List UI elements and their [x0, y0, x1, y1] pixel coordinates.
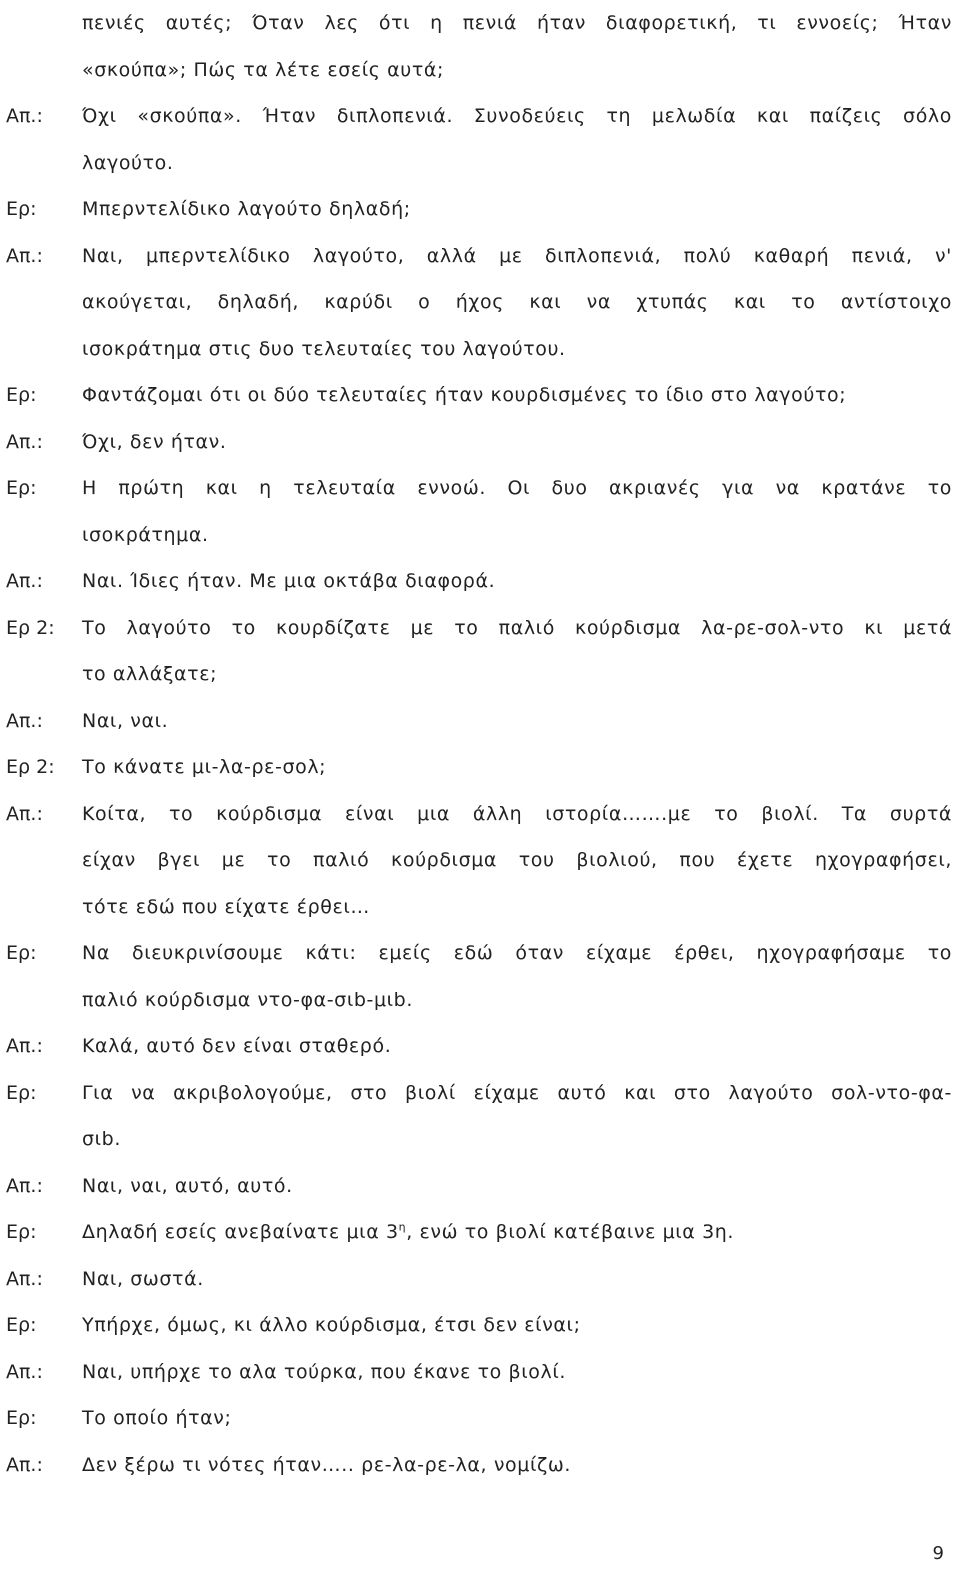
transcript-row [0, 1452, 960, 1498]
speaker-label: Απ.: [6, 430, 43, 453]
speaker-label: Απ.: [6, 1035, 43, 1057]
utterance-line: ακούγεται, δηλαδή, καρύδι ο ήχος και να χτυπάς και το αντίστοιχο [82, 291, 952, 313]
speaker-label: Ερ: [6, 1081, 37, 1104]
transcript-row [0, 475, 960, 521]
speaker-label: Απ.: [6, 709, 43, 732]
utterance-line: Να διευκρινίσουμε κάτι: εμείς εδώ όταν είχαμε έρθει, ηχογραφήσαμε το [82, 942, 952, 964]
utterance-line: Το κάνατε μι-λα-ρε-σολ; [82, 756, 327, 778]
utterance-line: Ναι, ναι, αυτό, αυτό. [82, 1174, 293, 1197]
transcript-row [0, 289, 960, 335]
utterance-line: Μπερντελίδικο λαγούτο δηλαδή; [82, 198, 411, 220]
speaker-label: Ερ 2: [6, 756, 55, 778]
speaker-label: Απ.: [6, 1174, 43, 1197]
utterance-line: πενιές αυτές; Όταν λες ότι η πενιά ήταν διαφορετική, τι εννοείς; Ήταν [82, 12, 952, 34]
transcript-row [0, 754, 960, 800]
transcript-row [0, 1405, 960, 1451]
transcript-row [0, 940, 960, 986]
utterance-line: ισοκράτημα. [82, 523, 209, 546]
page-number: 9 [932, 1543, 944, 1564]
speaker-label: Απ.: [6, 1360, 43, 1383]
speaker-label: Απ.: [6, 1453, 43, 1476]
transcript-row [0, 708, 960, 754]
transcript-row [0, 894, 960, 940]
speaker-label: Ερ: [6, 384, 37, 406]
transcript-row [0, 522, 960, 568]
transcript-row [0, 57, 960, 103]
utterance-line: Καλά, αυτό δεν είναι σταθερό. [82, 1035, 392, 1057]
transcript-row [0, 661, 960, 707]
transcript-row [0, 987, 960, 1033]
transcript-row [0, 243, 960, 289]
speaker-label: Απ.: [6, 1267, 43, 1290]
transcript-row [0, 429, 960, 475]
utterance-line: Η πρώτη και η τελευταία εννοώ. Οι δυο ακριανές για να κρατάνε το [82, 477, 952, 499]
transcript-row [0, 1312, 960, 1358]
utterance-line: Ναι, υπήρχε το αλα τούρκα, που έκανε το βιολί. [82, 1360, 567, 1383]
transcript-row [0, 103, 960, 149]
transcript-row [0, 1173, 960, 1219]
speaker-label: Ερ: [6, 1407, 37, 1429]
utterance-line: «σκούπα»; Πώς τα λέτε εσείς αυτά; [82, 58, 445, 81]
utterance-line: παλιό κούρδισμα ντο-φα-σιb-μιb. [82, 988, 413, 1011]
utterance-line: τότε εδώ που είχατε έρθει… [82, 895, 370, 918]
speaker-label: Απ.: [6, 244, 43, 267]
speaker-label: Ερ: [6, 1314, 37, 1336]
transcript-row [0, 336, 960, 382]
utterance-line: Όχι «σκούπα». Ήταν διπλοπενιά. Συνοδεύεις τη μελωδία και παίζεις σόλο [82, 105, 952, 127]
transcript-row [0, 196, 960, 242]
utterance-line: Ναι, μπερντελίδικο λαγούτο, αλλά με διπλοπενιά, πολύ καθαρή πενιά, ν' [82, 244, 952, 267]
utterance-line: είχαν βγει με το παλιό κούρδισμα του βιολιού, που έχετε ηχογραφήσει, [82, 849, 952, 871]
utterance-line: Φαντάζομαι ότι οι δύο τελευταίες ήταν κουρδισμένες το ίδιο στο λαγούτο; [82, 384, 847, 406]
utterance-line: Ναι, ναι. [82, 709, 169, 732]
transcript-row [0, 1219, 960, 1265]
utterance-line: Το οποίο ήταν; [82, 1407, 232, 1429]
transcript-row [0, 1080, 960, 1126]
speaker-label: Ερ: [6, 477, 37, 499]
transcript-row [0, 382, 960, 428]
speaker-label: Απ.: [6, 105, 43, 127]
utterance-text: , ενώ το βιολί κατέβαινε μια 3η. [406, 1221, 735, 1243]
transcript-row [0, 847, 960, 893]
transcript-row [0, 1126, 960, 1172]
utterance-line: Το λαγούτο το κουρδίζατε με το παλιό κούρδισμα λα-ρε-σολ-ντο κι μετά [82, 616, 952, 639]
utterance-line: Όχι, δεν ήταν. [82, 430, 227, 453]
transcript-row [0, 568, 960, 614]
utterance-line: Ναι. Ίδιες ήταν. Με μια οκτάβα διαφορά. [82, 570, 496, 592]
utterance-line: ισοκράτημα στις δυο τελευταίες του λαγούτου. [82, 337, 566, 360]
speaker-label: Ερ 2: [6, 616, 55, 639]
utterance-line: Για να ακριβολογούμε, στο βιολί είχαμε αυτό και στο λαγούτο σολ-ντο-φα- [82, 1081, 952, 1104]
utterance-line: Δεν ξέρω τι νότες ήταν….. ρε-λα-ρε-λα, νομίζω. [82, 1453, 572, 1476]
speaker-label: Απ.: [6, 570, 43, 592]
transcript-row [0, 801, 960, 847]
transcript-row [0, 1359, 960, 1405]
speaker-label: Ερ: [6, 942, 37, 964]
transcript-row [0, 615, 960, 661]
speaker-label: Ερ: [6, 1221, 37, 1243]
speaker-label: Απ.: [6, 802, 43, 825]
utterance-line: λαγούτο. [82, 151, 174, 174]
utterance-text: Δηλαδή εσείς ανεβαίνατε μια 3 [82, 1221, 399, 1243]
utterance-line [82, 1219, 734, 1245]
speaker-label: Ερ: [6, 198, 37, 220]
utterance-line: σιb. [82, 1128, 121, 1150]
utterance-line: Κοίτα, το κούρδισμα είναι μια άλλη ιστορία…….με το βιολί. Τα συρτά [82, 802, 952, 825]
transcript-row [0, 1033, 960, 1079]
superscript-text: η [398, 1220, 407, 1234]
transcript-row [0, 150, 960, 196]
utterance-line: Υπήρχε, όμως, κι άλλο κούρδισμα, έτσι δεν είναι; [82, 1314, 581, 1336]
transcript-row [0, 10, 960, 56]
utterance-line: το αλλάξατε; [82, 663, 218, 685]
utterance-line: Ναι, σωστά. [82, 1267, 204, 1290]
transcript-row [0, 1266, 960, 1312]
